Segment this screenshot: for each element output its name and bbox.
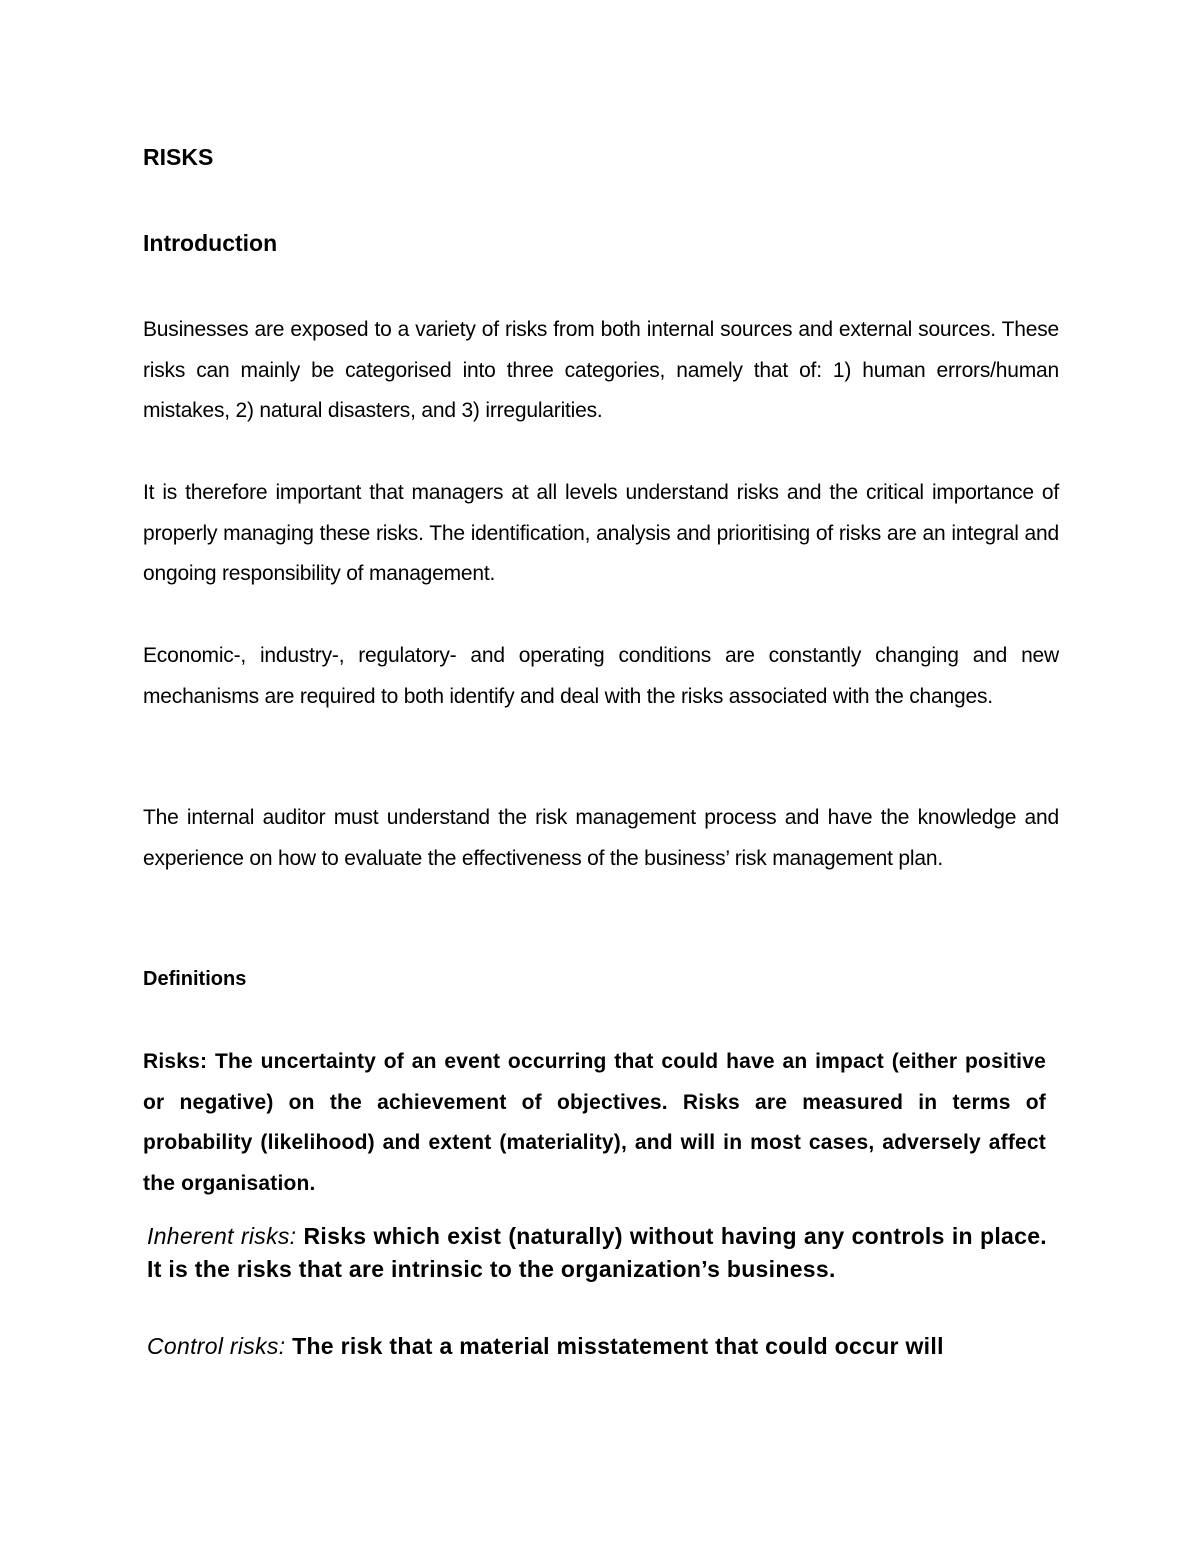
definition-inherent-risks [147, 1220, 1047, 1286]
definition-inherent-term: Inherent risks: [147, 1223, 297, 1249]
definition-risks-term: Risks: [143, 1050, 208, 1073]
paragraph-4: The internal auditor must understand the risk management process and have the knowledge and experience on how to evaluate the effectiveness of the business’ risk management plan. [143, 806, 1059, 870]
definition-control-term: Control risks: [147, 1333, 286, 1359]
definition-control-risks [147, 1330, 1047, 1363]
introduction-heading: Introduction [143, 230, 278, 256]
definition-control-text: The risk that a material misstatement that could occur will [292, 1333, 944, 1359]
definition-inherent-text: Risks which exist (naturally) without having any controls in place. It is the risks that are intrinsic to the organization’s business. [147, 1223, 1047, 1282]
paragraph-1: Businesses are exposed to a variety of risks from both internal sources and external sources. These risks can mainly be categorised into three categories, namely that of: 1) human errors/human mistakes, 2) natural disasters, and 3) irregularities. [143, 318, 1059, 423]
definitions-heading: Definitions [143, 968, 247, 990]
definition-risks [143, 1042, 1046, 1204]
definition-risks-text: The uncertainty of an event occurring that could have an impact (either positive or negative) on the achievement of objectives. Risks are measured in terms of probability (likelihood) and extent (materiality), and will in most cases, adversely affect the organisation. [143, 1050, 1046, 1195]
document-title: RISKS [143, 144, 214, 170]
paragraph-3: Economic-, industry-, regulatory- and operating conditions are constantly changing and new mechanisms are required to both identify and deal with the risks associated with the changes. [143, 644, 1059, 708]
paragraph-2: It is therefore important that managers at all levels understand risks and the critical importance of properly managing these risks. The identification, analysis and prioritising of risks are an integral and ongoing responsibility of management. [143, 481, 1059, 586]
